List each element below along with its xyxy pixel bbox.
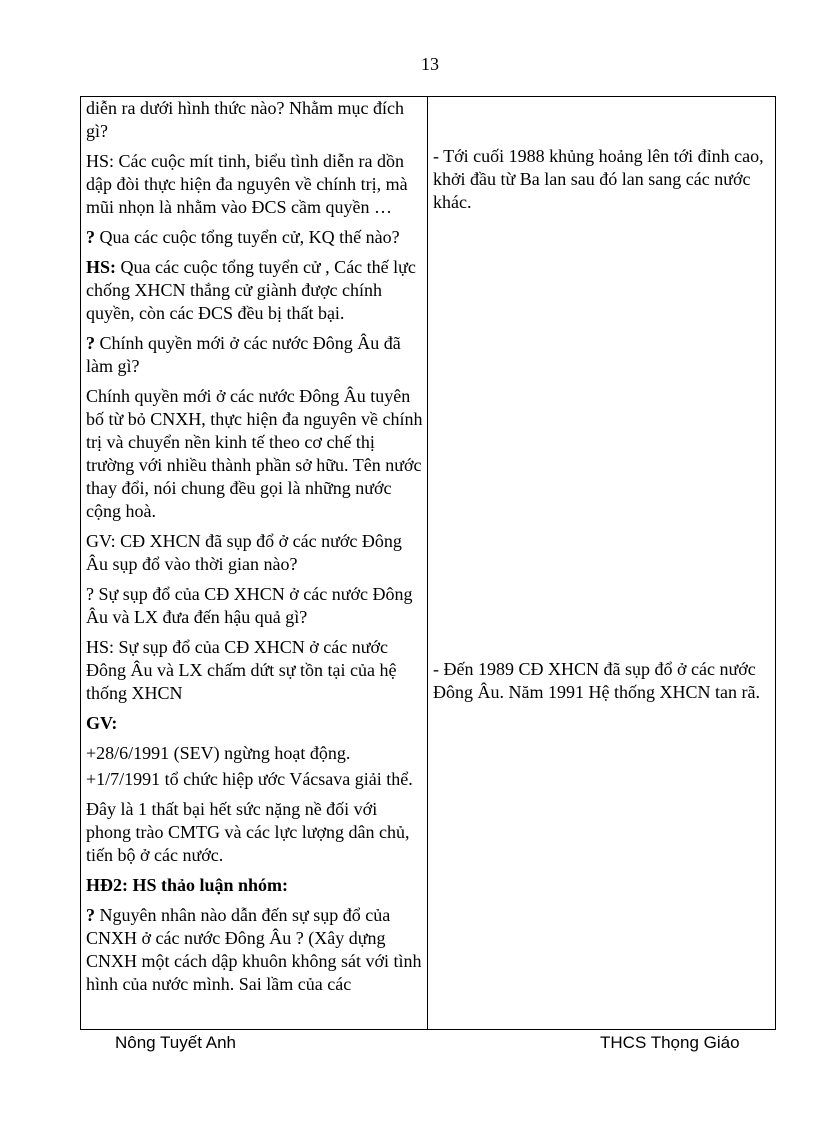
question-mark: ?	[86, 227, 95, 247]
column-divider	[427, 97, 428, 1029]
event-warsaw-pact: +1/7/1991 tổ chức hiệp ước Vácsava giải thể.	[86, 769, 413, 789]
student-label: HS:	[86, 257, 117, 277]
right-note-2: - Đến 1989 CĐ XHCN đã sụp đổ ở các nước Đông Âu. Năm 1991 Hệ thống XHCN tan rã.	[433, 659, 760, 702]
question-mark: ?	[86, 905, 95, 925]
right-note-2-block	[433, 658, 773, 711]
answer-3: Chính quyền mới ở các nước Đông Âu tuyên bố từ bỏ CNXH, thực hiện đa nguyên về chính trị và chuyển nền kinh tế theo cơ chế thị trường với nhiều thành phần sở hữu. Tên nước thay đổi, nói chung đều gọi là những nước cộng hoà.	[86, 386, 423, 521]
left-column	[86, 97, 423, 1003]
question-5-text: Nguyên nhân nào dẫn đến sự sụp đổ của CNXH ở các nước Đông Âu ? (Xây dựng CNXH một cách dập khuôn không sát với tình hình của nước mình. Sai lầm của các	[86, 905, 422, 994]
question-2-text: Qua các cuộc tổng tuyển cử, KQ thế nào?	[95, 227, 400, 247]
student-answer-1: HS: Các cuộc mít tinh, biểu tình diễn ra dồn dập đòi thực hiện đa nguyên về chính trị, mà mũi nhọn là nhằm vào ĐCS cầm quyền …	[86, 151, 408, 217]
teacher-question-1: GV: CĐ XHCN đã sụp đổ ở các nước Đông Âu sụp đổ vào thời gian nào?	[86, 531, 402, 574]
question-mark: ?	[86, 333, 95, 353]
question-continuation: diễn ra dưới hình thức nào? Nhằm mục đích gì?	[86, 98, 404, 141]
question-3-text: Chính quyền mới ở các nước Đông Âu đã làm gì?	[86, 333, 401, 376]
right-note-1-block	[433, 145, 773, 221]
activity-heading: HĐ2: HS thảo luận nhóm:	[86, 875, 289, 895]
student-answer-4: HS: Sự sụp đổ của CĐ XHCN ở các nước Đông Âu và LX chấm dứt sự tồn tại của hệ thống XHCN	[86, 637, 397, 703]
question-5	[86, 904, 423, 996]
footer-author: Nông Tuyết Anh	[115, 1033, 236, 1052]
consequence-paragraph: Đây là 1 thất bại hết sức nặng nề đối với phong trào CMTG và các lực lượng dân chủ, tiến bộ ở các nước.	[86, 799, 410, 865]
question-2	[86, 226, 423, 249]
teacher-label: GV:	[86, 713, 118, 733]
right-note-1: - Tới cuối 1988 khủng hoảng lên tới đỉnh cao, khởi đầu từ Ba lan sau đó lan sang các nước khác.	[433, 146, 764, 212]
page-number: 13	[421, 54, 439, 74]
footer-school: THCS Thọng Giáo	[600, 1033, 740, 1052]
lesson-table	[80, 96, 776, 1030]
event-sev: +28/6/1991 (SEV) ngừng hoạt động.	[86, 743, 351, 763]
question-3	[86, 332, 423, 378]
question-4: ? Sự sụp đổ của CĐ XHCN ở các nước Đông Âu và LX đưa đến hậu quả gì?	[86, 584, 413, 627]
student-answer-2-text: Qua các cuộc tổng tuyển cử , Các thế lực chống XHCN thắng cử giành được chính quyền, còn các ĐCS đều bị thất bại.	[86, 257, 416, 323]
student-answer-2	[86, 256, 423, 325]
